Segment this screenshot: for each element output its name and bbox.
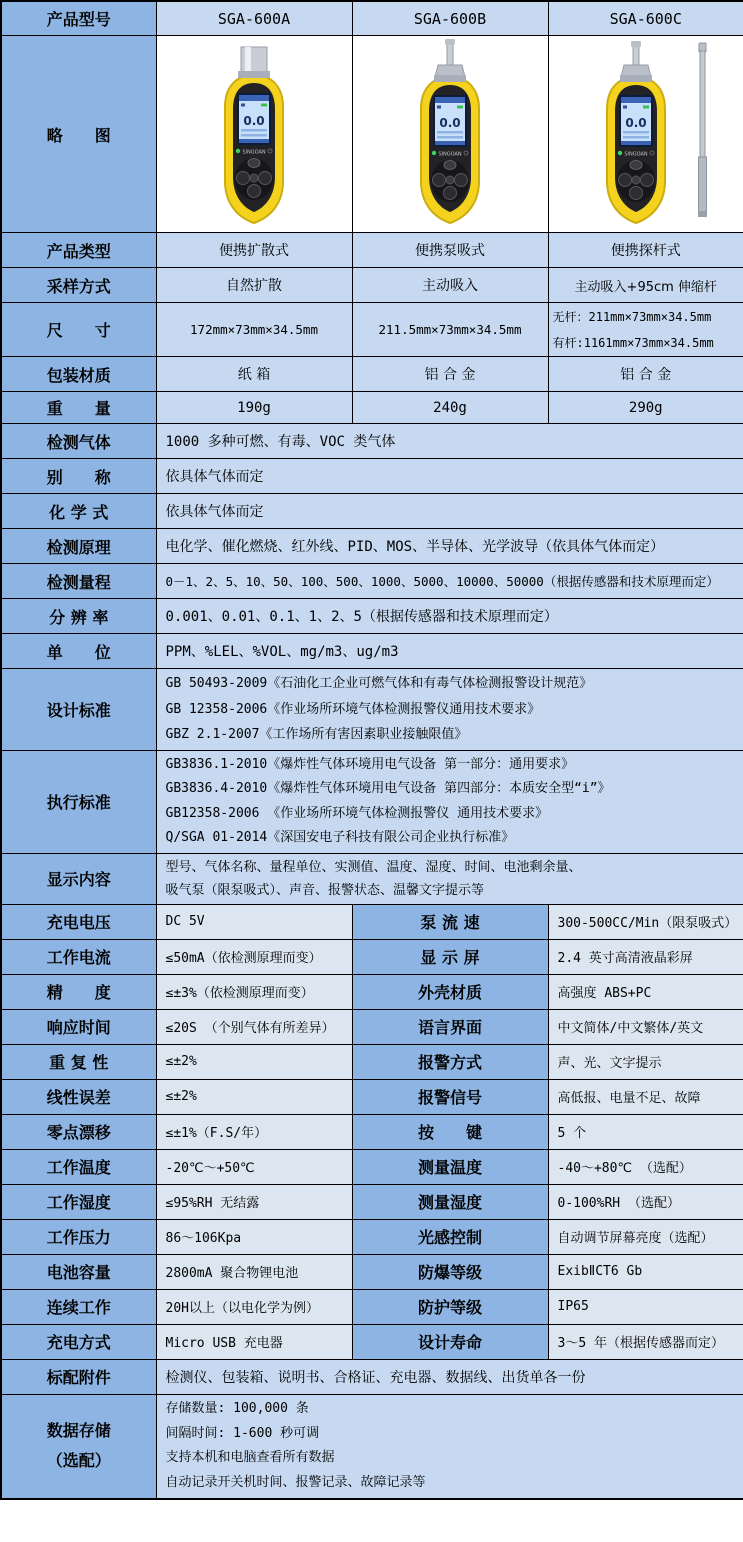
spec-value: -20℃～+50℃	[156, 1149, 352, 1184]
spec-value: ≤±2%	[156, 1079, 352, 1114]
value-cell: 主动吸入+95cm 伸缩杆	[548, 268, 743, 303]
spec-label: 工作电流	[1, 939, 156, 974]
table-row	[1, 1219, 743, 1254]
standard-line: GB 50493-2009《石油化工企业可燃气体和有毒气体检测报警设计规范》	[165, 676, 593, 691]
table-row	[1, 233, 743, 268]
row-label: 化 学 式	[1, 494, 156, 529]
value-cell: 铝 合 金	[352, 357, 548, 392]
spec-label: 零点漂移	[1, 1114, 156, 1149]
spec-value: 0-100%RH （选配）	[548, 1184, 743, 1219]
table-row	[1, 1254, 743, 1289]
sketch-row	[1, 36, 743, 233]
value-cell	[156, 853, 743, 904]
row-label: 尺 寸	[1, 303, 156, 357]
table-row	[1, 1044, 743, 1079]
row-label: 产品类型	[1, 233, 156, 268]
value-cell: 便携泵吸式	[352, 233, 548, 268]
value-cell: 依具体气体而定	[156, 494, 743, 529]
spec-value: ≤50mA（依检测原理而变）	[156, 939, 352, 974]
table-row	[1, 599, 743, 634]
spec-label: 泵 流 速	[352, 904, 548, 939]
row-label: 重 量	[1, 392, 156, 424]
sketch-cell-c	[548, 36, 743, 233]
table-row	[1, 750, 743, 853]
value-cell: 便携探杆式	[548, 233, 743, 268]
sensor-cap-icon	[241, 47, 267, 75]
value-cell: 依具体气体而定	[156, 459, 743, 494]
spec-label: 外壳材质	[352, 974, 548, 1009]
spec-value: ≤95%RH 无结露	[156, 1184, 352, 1219]
brand-label: SINGOAN	[438, 151, 462, 158]
header-row	[1, 1, 743, 36]
brand-label: SINGOAN	[242, 149, 266, 156]
device-illustration-sga-600c	[571, 39, 721, 229]
spec-label: 电池容量	[1, 1254, 156, 1289]
table-row	[1, 1394, 743, 1499]
screen-reading: 0.0	[625, 116, 647, 130]
spec-value: 2.4 英寸高清液晶彩屏	[548, 939, 743, 974]
storage-line: 间隔时间: 1-600 秒可调	[165, 1425, 320, 1441]
model-name-b: SGA-600B	[352, 1, 548, 36]
spec-value: ≤20S （个别气体有所差异）	[156, 1009, 352, 1044]
table-row	[1, 268, 743, 303]
spec-label: 连续工作	[1, 1289, 156, 1324]
screen-reading: 0.0	[243, 114, 265, 128]
row-label: 标配附件	[1, 1359, 156, 1394]
spec-value: 高强度 ABS+PC	[548, 974, 743, 1009]
sketch-cell-b	[352, 36, 548, 233]
sketch-cell-a	[156, 36, 352, 233]
spec-label: 显 示 屏	[352, 939, 548, 974]
row-label: 执行标准	[1, 750, 156, 853]
storage-line: 自动记录开关机时间、报警记录、故障记录等	[165, 1474, 426, 1490]
spec-label: 测量温度	[352, 1149, 548, 1184]
value-cell: 190g	[156, 392, 352, 424]
spec-label: 工作压力	[1, 1219, 156, 1254]
spec-label: 工作温度	[1, 1149, 156, 1184]
display-content-line: 吸气泵（限泵吸式）、声音、报警状态、温馨文字提示等	[165, 882, 485, 898]
battery-icon	[643, 106, 649, 109]
row-label: 设计标准	[1, 669, 156, 751]
table-row	[1, 1114, 743, 1149]
spec-value: 自动调节屏幕亮度（选配）	[548, 1219, 743, 1254]
standard-line: Q/SGA 01-2014《深国安电子科技有限公司企业执行标准》	[165, 830, 515, 845]
row-label: 略 图	[1, 36, 156, 233]
value-cell: 电化学、催化燃烧、红外线、PID、MOS、半导体、光学波导（依具体气体而定）	[156, 529, 743, 564]
spec-value: 5 个	[548, 1114, 743, 1149]
table-row	[1, 1009, 743, 1044]
spec-label: 报警方式	[352, 1044, 548, 1079]
table-row	[1, 939, 743, 974]
dimension-line: 无杆：211mm×73mm×34.5mm	[552, 309, 712, 324]
value-cell: 290g	[548, 392, 743, 424]
spec-value: ExibⅡCT6 Gb	[548, 1254, 743, 1289]
table-row	[1, 564, 743, 599]
led-indicator	[236, 149, 240, 153]
row-label: 采样方式	[1, 268, 156, 303]
row-label-line: （选配）	[46, 1451, 111, 1470]
value-cell: PPM、%LEL、%VOL、mg/m3、ug/m3	[156, 634, 743, 669]
value-cell: 纸 箱	[156, 357, 352, 392]
spec-label: 防护等级	[352, 1289, 548, 1324]
table-row	[1, 853, 743, 904]
row-label: 包装材质	[1, 357, 156, 392]
table-row	[1, 1184, 743, 1219]
table-row	[1, 303, 743, 357]
value-cell: 检测仪、包装箱、说明书、合格证、充电器、数据线、出货单各一份	[156, 1359, 743, 1394]
spec-value: ≤±3%（依检测原理而变）	[156, 974, 352, 1009]
spec-label: 工作湿度	[1, 1184, 156, 1219]
spec-label: 报警信号	[352, 1079, 548, 1114]
probe-icon	[633, 45, 639, 67]
table-row	[1, 357, 743, 392]
value-cell	[156, 750, 743, 853]
table-row	[1, 669, 743, 751]
table-row	[1, 974, 743, 1009]
table-row	[1, 1289, 743, 1324]
table-row	[1, 459, 743, 494]
spec-label: 精 度	[1, 974, 156, 1009]
spec-label: 光感控制	[352, 1219, 548, 1254]
model-name-c: SGA-600C	[548, 1, 743, 36]
value-cell: 主动吸入	[352, 268, 548, 303]
spec-value: 高低报、电量不足、故障	[548, 1079, 743, 1114]
spec-label: 线性误差	[1, 1079, 156, 1114]
row-label: 单 位	[1, 634, 156, 669]
spec-value: 20H以上（以电化学为例）	[156, 1289, 352, 1324]
value-cell: 1000 多种可燃、有毒、VOC 类气体	[156, 424, 743, 459]
led-indicator	[618, 151, 622, 155]
table-row	[1, 424, 743, 459]
value-cell: 0.001、0.01、0.1、1、2、5（根据传感器和技术原理而定）	[156, 599, 743, 634]
screen-reading: 0.0	[439, 116, 461, 130]
row-label: 检测气体	[1, 424, 156, 459]
standard-line: GB3836.4-2010《爆炸性气体环境用电气设备 第四部分：本质安全型“i”》	[165, 781, 611, 796]
device-illustration-sga-600b	[375, 39, 525, 229]
table-row	[1, 904, 743, 939]
standard-line: GB12358-2006 《作业场所环境气体检测报警仪 通用技术要求》	[165, 805, 549, 821]
standard-line: GBZ 2.1-2007《工作场所有害因素职业接触限值》	[165, 727, 468, 742]
spec-value: 2800mA 聚合物锂电池	[156, 1254, 352, 1289]
spec-value: ≤±1%（F.S/年）	[156, 1114, 352, 1149]
value-cell	[548, 303, 743, 357]
row-label	[1, 1394, 156, 1499]
value-cell: 铝 合 金	[548, 357, 743, 392]
table-row	[1, 1149, 743, 1184]
telescopic-rod-icon	[698, 43, 707, 217]
row-label: 显示内容	[1, 853, 156, 904]
spec-value: -40～+80℃ （选配）	[548, 1149, 743, 1184]
spec-label: 响应时间	[1, 1009, 156, 1044]
table-row	[1, 1079, 743, 1114]
row-label: 分 辨 率	[1, 599, 156, 634]
spec-value: 86～106Kpa	[156, 1219, 352, 1254]
row-label: 检测原理	[1, 529, 156, 564]
table-row	[1, 1359, 743, 1394]
standard-line: GB3836.1-2010《爆炸性气体环境用电气设备 第一部分：通用要求》	[165, 756, 575, 772]
spec-label: 设计寿命	[352, 1324, 548, 1359]
storage-line: 支持本机和电脑查看所有数据	[165, 1450, 335, 1465]
probe-icon	[447, 43, 453, 67]
table-row	[1, 634, 743, 669]
spec-value: 中文简体/中文繁体/英文	[548, 1009, 743, 1044]
value-cell: 自然扩散	[156, 268, 352, 303]
dimension-line: 有杆:1161mm×73mm×34.5mm	[552, 335, 714, 350]
spec-value: DC 5V	[156, 904, 352, 939]
table-row	[1, 1324, 743, 1359]
spec-label: 重 复 性	[1, 1044, 156, 1079]
value-cell: 便携扩散式	[156, 233, 352, 268]
spec-label: 充电电压	[1, 904, 156, 939]
spec-value: 300-500CC/Min（限泵吸式）	[548, 904, 743, 939]
table-row	[1, 392, 743, 424]
row-label: 产品型号	[1, 1, 156, 36]
spec-label: 测量湿度	[352, 1184, 548, 1219]
row-label-line: 数据存储	[46, 1421, 111, 1440]
row-label: 别 称	[1, 459, 156, 494]
storage-line: 存储数量: 100,000 条	[165, 1401, 309, 1416]
brand-label: SINGOAN	[624, 151, 648, 158]
value-cell: 211.5mm×73mm×34.5mm	[352, 303, 548, 357]
battery-icon	[457, 106, 463, 109]
value-cell: 240g	[352, 392, 548, 424]
spec-label: 语言界面	[352, 1009, 548, 1044]
spec-value: 3～5 年（根据传感器而定）	[548, 1324, 743, 1359]
spec-value: Micro USB 充电器	[156, 1324, 352, 1359]
value-cell: 172mm×73mm×34.5mm	[156, 303, 352, 357]
display-content-line: 型号、气体名称、量程单位、实测值、温度、湿度、时间、电池剩余量、	[165, 859, 582, 875]
row-label: 检测量程	[1, 564, 156, 599]
table-row	[1, 494, 743, 529]
model-name-a: SGA-600A	[156, 1, 352, 36]
value-cell	[156, 669, 743, 751]
led-indicator	[432, 151, 436, 155]
spec-label: 充电方式	[1, 1324, 156, 1359]
value-cell: 0－1、2、5、10、50、100、500、1000、5000、10000、50000（根据传感器和技术原理而定）	[156, 564, 743, 599]
spec-value: ≤±2%	[156, 1044, 352, 1079]
spec-label: 防爆等级	[352, 1254, 548, 1289]
spec-value: 声、光、文字提示	[548, 1044, 743, 1079]
value-cell	[156, 1394, 743, 1499]
device-illustration-sga-600a	[179, 39, 329, 229]
spec-value: IP65	[548, 1289, 743, 1324]
standard-line: GB 12358-2006《作业场所环境气体检测报警仪通用技术要求》	[165, 701, 541, 717]
battery-icon	[261, 104, 267, 107]
table-row	[1, 529, 743, 564]
spec-label: 按 键	[352, 1114, 548, 1149]
